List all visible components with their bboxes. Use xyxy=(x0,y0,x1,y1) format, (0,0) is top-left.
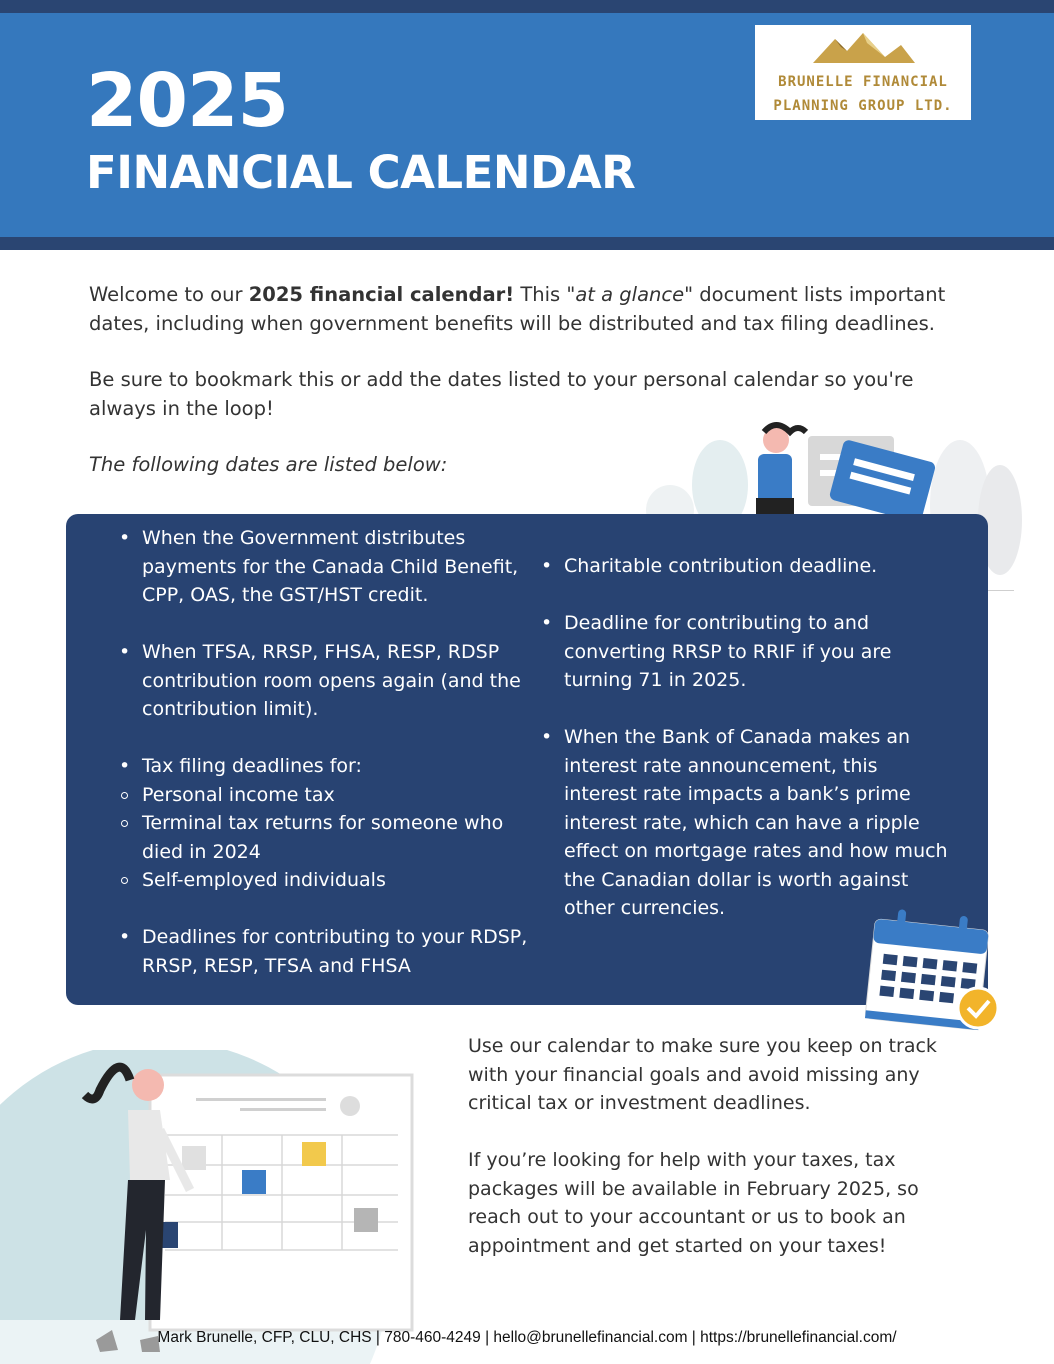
header-top-band xyxy=(0,0,1054,13)
list-item: • Charitable contribution deadline. xyxy=(564,552,949,581)
list-item: • Deadline for contributing to and converting RRSP to RRIF if you are turning 71 in 2025. xyxy=(564,609,949,695)
company-logo xyxy=(755,25,971,120)
footer-text: Mark Brunelle, CFP, CLU, CHS | 780-460-4249 | hello@brunellefinancial.com | https://brunellefinancial.com/ xyxy=(157,1329,897,1346)
closing-paragraph-2: If you’re looking for help with your taxes, tax packages will be available in February 2025, so reach out to your accountant or us to book an appointment and get started on your taxes! xyxy=(468,1149,919,1257)
list-left-column xyxy=(142,524,534,1009)
intro-paragraph-2: Be sure to bookmark this or add the dates listed to your personal calendar so you're always in the loop! xyxy=(89,368,914,420)
sub-list-item: Personal income tax xyxy=(142,781,534,810)
logo-line-1: BRUNELLE FINANCIAL xyxy=(778,74,948,90)
list-item: • When TFSA, RRSP, FHSA, RESP, RDSP contribution room opens again (and the contribution limit). xyxy=(142,638,534,724)
header-bottom-band xyxy=(0,237,1054,250)
intro-paragraph-3: The following dates are listed below: xyxy=(89,453,448,476)
closing-paragraph-1: Use our calendar to make sure you keep on track with your financial goals and avoid missing any critical tax or investment deadlines. xyxy=(468,1035,937,1114)
divider xyxy=(986,590,1014,591)
sub-list-item: Self-employed individuals xyxy=(142,866,534,895)
list-item: • When the Bank of Canada makes an interest rate announcement, this interest rate impacts a bank’s prime interest rate, which can have a ripple effect on mortgage rates and how much the Canadian dollar is worth against other currencies. xyxy=(564,723,949,923)
intro-paragraph-1: Welcome to our 2025 financial calendar! This "at a glance" document lists important dates, including when government benefits will be distributed and tax filing deadlines. xyxy=(89,283,946,335)
logo-line-2: PLANNING GROUP LTD. xyxy=(773,98,953,114)
list-item-tax-deadlines: • Tax filing deadlines for: Personal income tax Terminal tax returns for someone who died in 2024 Self-employed individuals xyxy=(142,752,534,895)
woman-with-calendar-illustration xyxy=(0,1050,420,1364)
list-right-column xyxy=(564,552,949,951)
sub-list-item: Terminal tax returns for someone who died in 2024 xyxy=(142,809,534,866)
list-item: • When the Government distributes payments for the Canada Child Benefit, CPP, OAS, the GST/HST credit. xyxy=(142,524,534,610)
page-year: 2025 xyxy=(86,58,288,144)
calendar-check-icon xyxy=(858,908,1003,1038)
page-title: FINANCIAL CALENDAR xyxy=(86,146,636,199)
list-item: • Deadlines for contributing to your RDSP, RRSP, RESP, TFSA and FHSA xyxy=(142,923,534,980)
mountain-icon xyxy=(755,25,971,75)
footer-contact xyxy=(0,1329,1054,1347)
